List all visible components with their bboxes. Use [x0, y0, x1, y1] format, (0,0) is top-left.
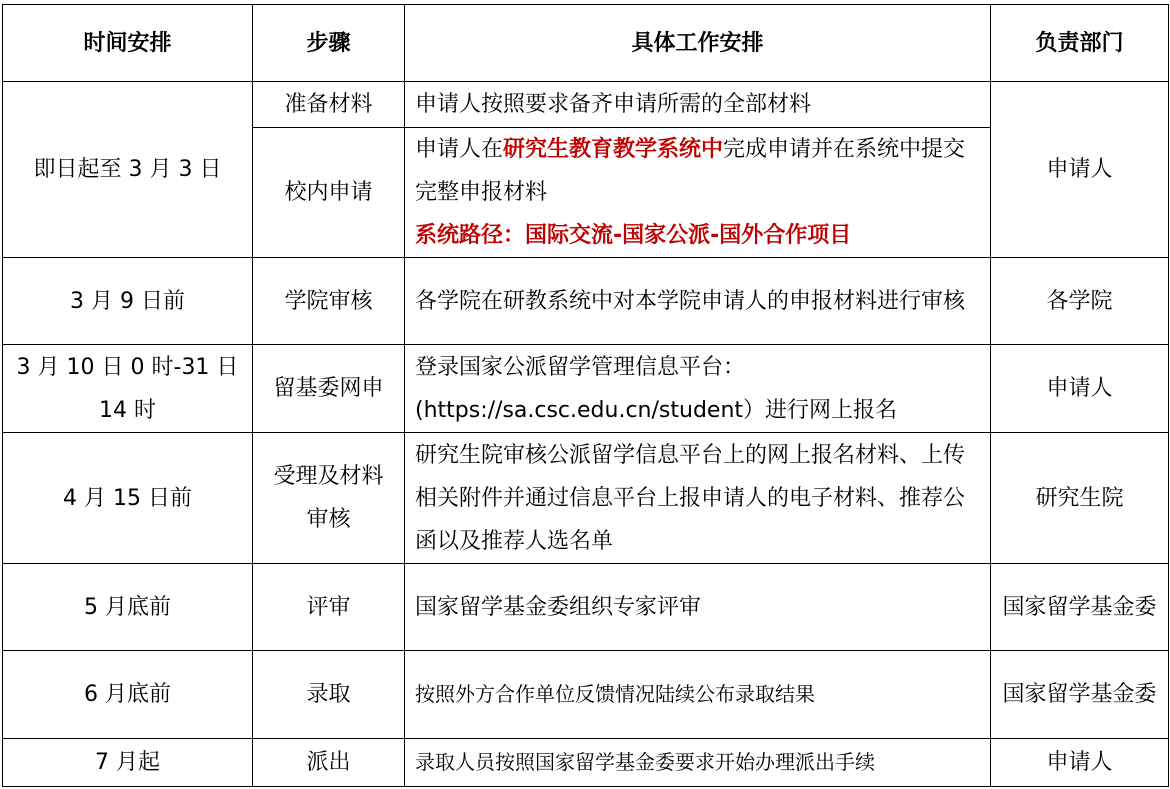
system-path-text: 系统路径：国际交流-国家公派-国外合作项目 [415, 223, 852, 248]
header-work: 具体工作安排 [405, 5, 991, 82]
dept-cell: 国家留学基金委 [991, 651, 1169, 739]
work-cell: 研究生院审核公派留学信息平台上的网上报名材料、上传相关附件并通过信息平台上报申请人的电子材料、推荐公函以及推荐人选名单 [405, 433, 991, 564]
dept-cell: 各学院 [991, 258, 1169, 345]
time-cell: 3 月 10 日 0 时-31 日 14 时 [3, 345, 253, 433]
work-text: (https://sa.csc.edu.cn/student）进行网上报名 [415, 397, 898, 423]
work-cell [405, 128, 991, 258]
work-cell [405, 345, 991, 433]
dept-cell: 申请人 [991, 82, 1169, 258]
table-row [3, 739, 1169, 787]
dept-cell: 国家留学基金委 [991, 564, 1169, 651]
table-row [3, 345, 1169, 433]
header-step: 步骤 [253, 5, 405, 82]
step-cell: 评审 [253, 564, 405, 651]
step-cell: 录取 [253, 651, 405, 739]
work-cell: 申请人按照要求备齐申请所需的全部材料 [405, 82, 991, 128]
table-row [3, 564, 1169, 651]
highlight-text: 研究生教育教学系统中 [503, 137, 724, 162]
step-cell: 派出 [253, 739, 405, 787]
schedule-table [2, 4, 1169, 787]
time-cell: 4 月 15 日前 [3, 433, 253, 564]
step-cell: 留基委网申 [253, 345, 405, 433]
time-cell: 即日起至 3 月 3 日 [3, 82, 253, 258]
work-cell: 各学院在研教系统中对本学院申请人的申报材料进行审核 [405, 258, 991, 345]
work-cell: 国家留学基金委组织专家评审 [405, 564, 991, 651]
time-cell: 7 月起 [3, 739, 253, 787]
table-row [3, 433, 1169, 564]
work-text: 完成申请并在系统中提交完整申报材料 [415, 137, 966, 205]
work-cell: 按照外方合作单位反馈情况陆续公布录取结果 [405, 651, 991, 739]
table-row [3, 82, 1169, 128]
table-row [3, 258, 1169, 345]
step-cell: 校内申请 [253, 128, 405, 258]
header-row [3, 5, 1169, 82]
work-cell: 录取人员按照国家留学基金委要求开始办理派出手续 [405, 739, 991, 787]
step-cell: 学院审核 [253, 258, 405, 345]
dept-cell: 申请人 [991, 345, 1169, 433]
table-row [3, 651, 1169, 739]
dept-cell: 研究生院 [991, 433, 1169, 564]
header-dept: 负责部门 [991, 5, 1169, 82]
work-text: 登录国家公派留学管理信息平台： [415, 354, 746, 380]
time-cell: 5 月底前 [3, 564, 253, 651]
time-cell: 6 月底前 [3, 651, 253, 739]
header-time: 时间安排 [3, 5, 253, 82]
step-cell: 受理及材料审核 [253, 433, 405, 564]
time-cell: 3 月 9 日前 [3, 258, 253, 345]
work-text: 申请人在 [415, 137, 504, 162]
dept-cell: 申请人 [991, 739, 1169, 787]
step-cell: 准备材料 [253, 82, 405, 128]
